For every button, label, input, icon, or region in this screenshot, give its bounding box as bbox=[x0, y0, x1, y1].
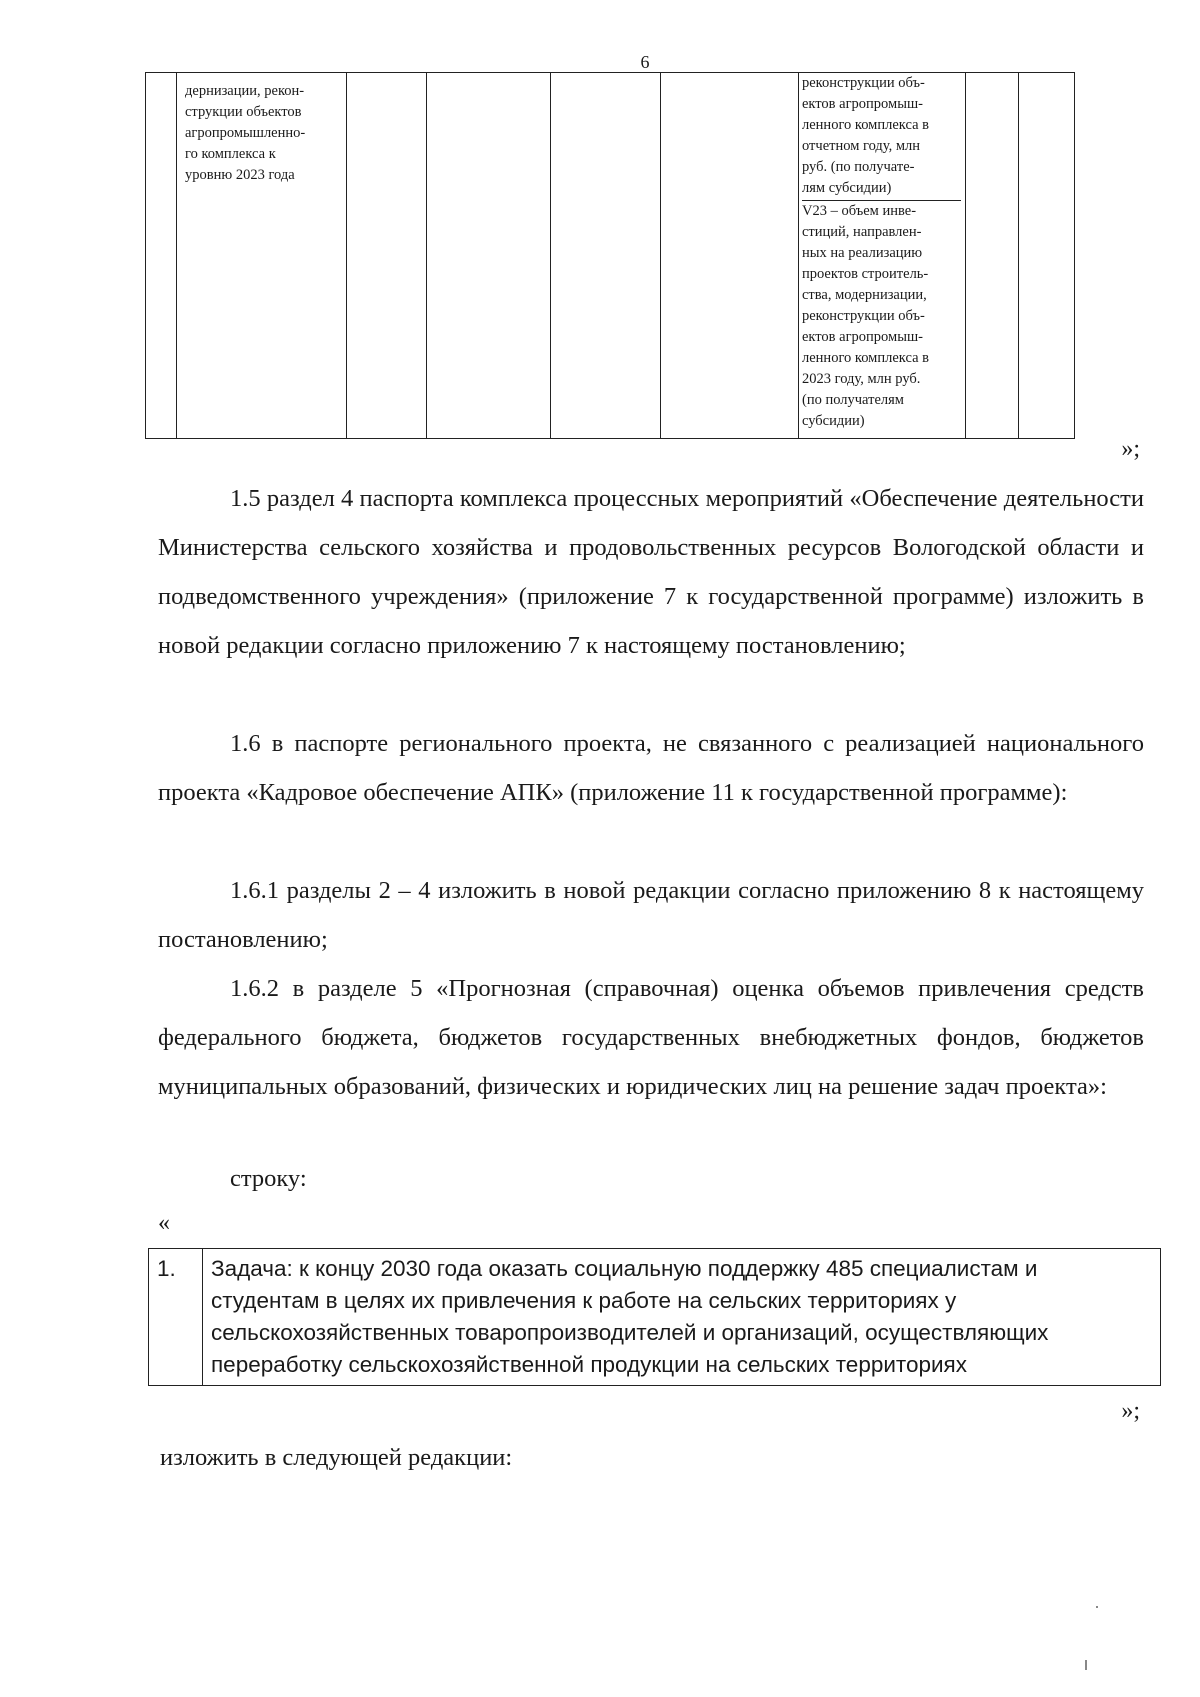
closing-quote-2: »; bbox=[1121, 1398, 1140, 1424]
table-cell-indicator-name bbox=[177, 73, 347, 439]
page-number: 6 bbox=[640, 52, 650, 72]
opening-quote: « bbox=[158, 1210, 170, 1236]
paragraph-1-6-1: 1.6.1 разделы 2 – 4 изложить в новой редакции согласно приложению 8 к настоящему постановлению; bbox=[158, 877, 1144, 953]
table-cell-empty bbox=[966, 73, 1019, 439]
paragraph-1-6: 1.6 в паспорте регионального проекта, не связанного с реализацией национального проекта «Кадровое обеспечение АПК» (приложение 11 к государственной программе): bbox=[158, 730, 1144, 806]
paragraph-stroku: строку: bbox=[230, 1165, 307, 1192]
table-cell-empty bbox=[427, 73, 551, 439]
table-cell-empty bbox=[661, 73, 799, 439]
paragraph-1-5: 1.5 раздел 4 паспорта комплекса процессных мероприятий «Обеспечение деятельности Министерства сельского хозяйства и продовольственных ресурсов Вологодской области и подведомственного учреждения» (приложение 7 к государственной программе) изложить в новой редакции согласно приложению 7 к настоящему постановлению; bbox=[158, 485, 1144, 659]
indicator-table-fragment bbox=[145, 72, 1075, 439]
closing-quote: »; bbox=[1121, 436, 1140, 462]
task-text-cell: Задача: к концу 2030 года оказать социальную поддержку 485 специалистам и студентам в целях их привлечения к работе на сельских территориях у сельскохозяйственных товаропроизводителей и организаций, осуществляющих переработку сельскохозяйственной продукции на сельских территориях bbox=[203, 1249, 1161, 1386]
formula-component-reporting-year: реконструкции объ- ектов агропромыш- ленного комплекса в отчетном году, млн руб. (по получате- лям субсидии) bbox=[802, 73, 961, 201]
indicator-name-text: дернизации, рекон- струкции объектов агропромышленно- го комплекса к уровню 2023 года bbox=[185, 83, 306, 183]
table-cell-empty bbox=[551, 73, 661, 439]
task-table bbox=[148, 1248, 1161, 1386]
task-number-cell: 1. bbox=[149, 1249, 203, 1386]
scan-artifact bbox=[1096, 1606, 1098, 1608]
table-cell-empty bbox=[146, 73, 177, 439]
table-cell-formula-components bbox=[799, 73, 966, 439]
paragraph-final: изложить в следующей редакции: bbox=[160, 1444, 513, 1471]
scan-artifact bbox=[1085, 1660, 1087, 1670]
table-cell-empty bbox=[347, 73, 427, 439]
paragraph-1-6-2: 1.6.2 в разделе 5 «Прогнозная (справочная) оценка объемов привлечения средств федерального бюджета, бюджетов государственных внебюджетных фондов, бюджетов муниципальных образований, физических и юридических лиц на решение задач проекта»: bbox=[158, 975, 1144, 1100]
formula-component-v23: V23 – объем инве- стиций, направлен- ных на реализацию проектов строитель- ства, модернизации, реконструкции объ- ектов агропромыш- ленного комплекса в 2023 году, млн руб. (по получателям субсидии) bbox=[802, 203, 929, 429]
table-cell-empty bbox=[1019, 73, 1075, 439]
